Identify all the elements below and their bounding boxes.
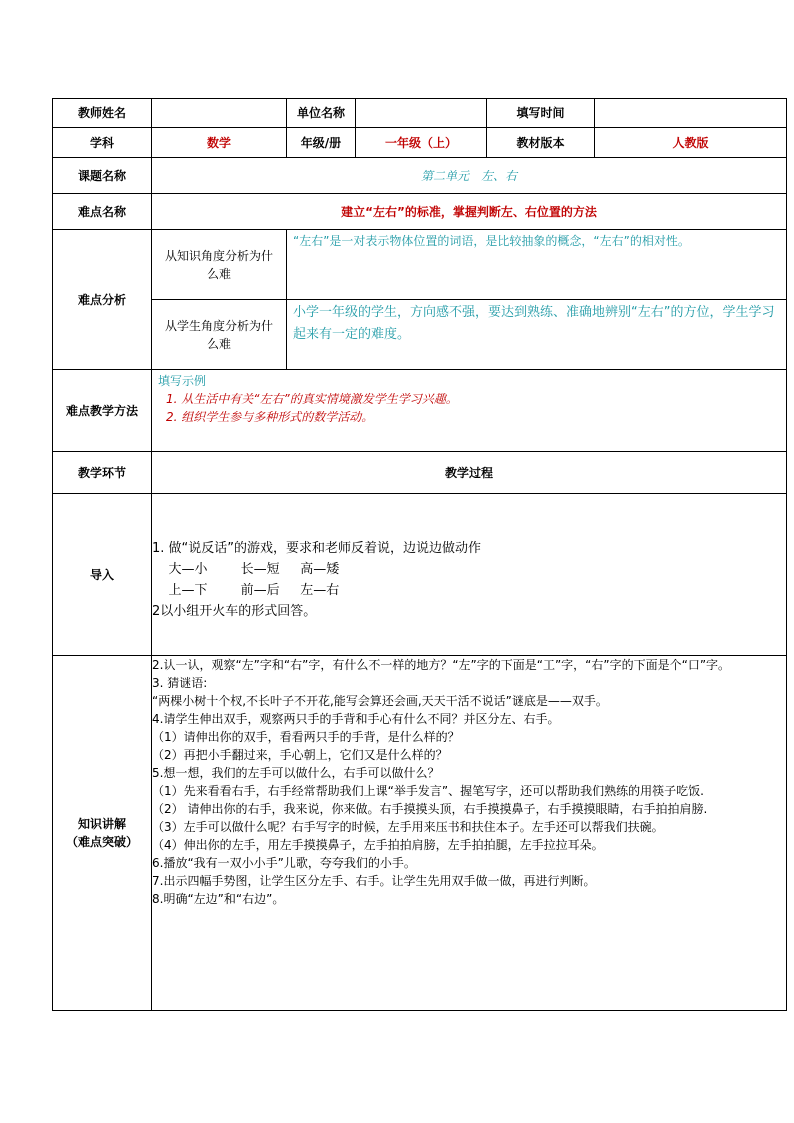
knowledge-angle-text: “左右”是一对表示物体位置的词语，是比较抽象的概念，“左右”的相对性。	[287, 230, 787, 300]
knowledge-label-line1: 知识讲解	[77, 817, 126, 831]
knowledge-line: （4）伸出你的左手，用左手摸摸鼻子，左手拍拍肩膀，左手拍拍腿，左手拉拉耳朵。	[152, 838, 604, 852]
intro-label: 导入	[53, 494, 152, 656]
stage-header: 教学环节	[53, 452, 152, 494]
knowledge-angle-label: 从知识角度分析为什么难	[152, 230, 287, 300]
knowledge-line: 2.认一认，观察“左”字和“右”字，有什么不一样的地方？“左”字的下面是“工”字，“右”字的下面是个“口”字。	[152, 658, 731, 672]
topic-value: 第二单元 左、右	[152, 158, 787, 194]
method-item: 1. 从生活中有关“左右”的真实情境激发学生学习兴趣。	[166, 392, 458, 406]
intro-row	[53, 494, 787, 656]
student-angle-text: 小学一年级的学生，方向感不强，要达到熟练、准确地辨别“左右”的方位，学生学习起来有一定的难度。	[287, 300, 787, 370]
method-row	[53, 370, 787, 452]
knowledge-line: 8.明确“左边”和“右边”。	[152, 892, 285, 906]
knowledge-line: 3. 猜谜语:	[152, 676, 208, 690]
knowledge-line: （2）再把小手翻过来，手心朝上，它们又是什么样的？	[152, 748, 448, 762]
analysis-row-knowledge	[53, 230, 787, 300]
analysis-row-student	[53, 300, 787, 370]
grade-value: 一年级（上）	[356, 128, 487, 158]
header-row-1	[53, 99, 787, 128]
knowledge-line: 5.想一想，我们的左手可以做什么，右手可以做什么？	[152, 766, 440, 780]
knowledge-line: （1）请伸出你的双手，看看两只手的手背，是什么样的？	[152, 730, 460, 744]
example-title: 填写示例	[158, 374, 207, 388]
knowledge-line: （3）左手可以做什么呢？右手写字的时候，左手用来压书和扶住本子。左手还可以帮我们扶碗。	[152, 820, 664, 834]
topic-row	[53, 158, 787, 194]
subject-label: 学科	[53, 128, 152, 158]
header-row-2	[53, 128, 787, 158]
intro-line: 2以小组开火车的形式回答。	[152, 603, 317, 619]
unit-name-value[interactable]	[356, 99, 487, 128]
difficulty-value: 建立“左右”的标准，掌握判断左、右位置的方法	[152, 194, 787, 230]
textbook-label: 教材版本	[487, 128, 595, 158]
difficulty-row	[53, 194, 787, 230]
intro-line: 大—小 长—短 高—矮	[152, 561, 340, 577]
knowledge-line: （2） 请伸出你的右手，我来说，你来做。右手摸摸头顶，右手摸摸鼻子，右手摸摸眼睛，右手拍拍肩膀.	[152, 802, 708, 816]
textbook-value: 人教版	[595, 128, 787, 158]
knowledge-row	[53, 656, 787, 1011]
knowledge-line: 6.播放“我有一双小小手”儿歌，夸夸我们的小手。	[152, 856, 416, 870]
knowledge-label	[53, 656, 152, 1011]
fill-time-value[interactable]	[595, 99, 787, 128]
student-angle-label: 从学生角度分析为什么难	[152, 300, 287, 370]
process-header: 教学过程	[152, 452, 787, 494]
intro-line: 1. 做“说反话”的游戏，要求和老师反着说，边说边做动作	[152, 540, 482, 556]
unit-name-label: 单位名称	[287, 99, 356, 128]
lesson-plan-table	[52, 98, 787, 1011]
process-header-row	[53, 452, 787, 494]
teacher-name-value[interactable]	[152, 99, 287, 128]
intro-line: 上—下 前—后 左—右	[152, 582, 340, 598]
method-label: 难点教学方法	[53, 370, 152, 452]
knowledge-line: “两棵小树十个杈,不长叶子不开花,能写会算还会画,天天干活不说话”谜底是——双手。	[152, 694, 608, 708]
topic-label: 课题名称	[53, 158, 152, 194]
knowledge-line: 7.出示四幅手势图，让学生区分左手、右手。让学生先用双手做一做，再进行判断。	[152, 874, 596, 888]
intro-content	[152, 494, 787, 656]
knowledge-line: 4.请学生伸出双手，观察两只手的手背和手心有什么不同？并区分左、右手。	[152, 712, 560, 726]
analysis-label: 难点分析	[53, 230, 152, 370]
knowledge-label-line2: （难点突破）	[65, 835, 138, 849]
difficulty-label: 难点名称	[53, 194, 152, 230]
knowledge-line: （1）先来看看右手，右手经常帮助我们上课“举手发言”、握笔写字，还可以帮助我们熟练的用筷子吃饭.	[152, 784, 704, 798]
teacher-name-label: 教师姓名	[53, 99, 152, 128]
method-item: 2. 组织学生参与多种形式的数学活动。	[166, 410, 374, 424]
knowledge-content	[152, 656, 787, 1011]
grade-label: 年级/册	[287, 128, 356, 158]
method-content	[152, 370, 787, 452]
subject-value: 数学	[152, 128, 287, 158]
fill-time-label: 填写时间	[487, 99, 595, 128]
